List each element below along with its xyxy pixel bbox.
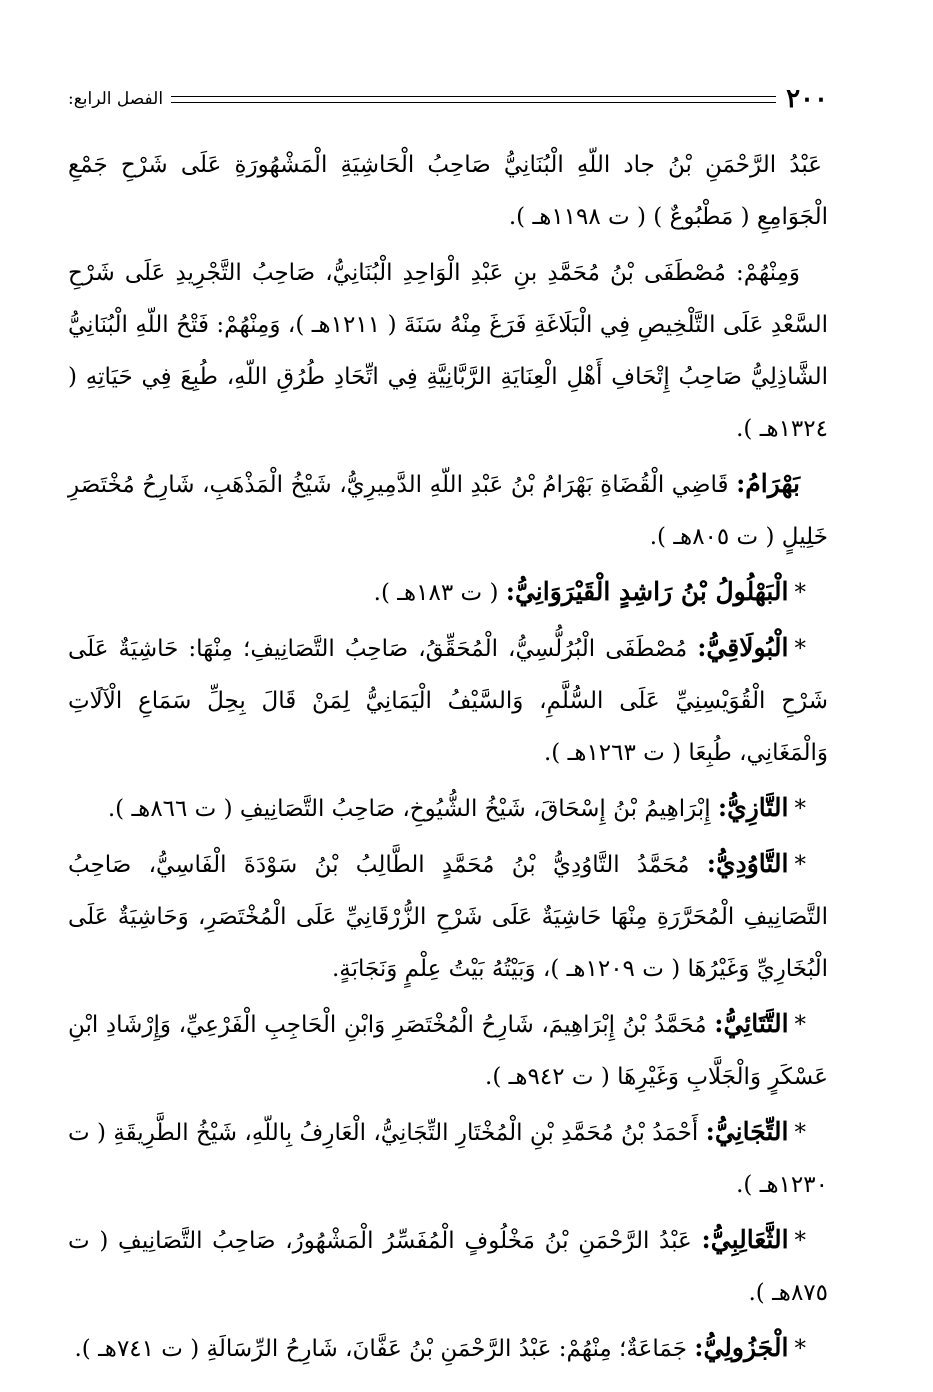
entry-term: الْبُولَاقِيُّ: <box>697 633 789 662</box>
entry-paragraph <box>68 998 828 1103</box>
entry-text: جَمَاعَةٌ؛ مِنْهُمْ: عَبْدُ الرَّحْمَنِ بْنُ عَفَّانَ، شَارِحُ الرِّسَالَةِ ( ت ٧٤١هـ ). <box>74 1336 687 1362</box>
entry-paragraph <box>68 246 828 455</box>
chapter-title: الفصل الرابع: <box>68 89 164 109</box>
entry-term: بَهْرَامُ: <box>736 469 801 498</box>
entry-text: إِبْرَاهِيمُ بْنُ إِسْحَاقَ، شَيْخُ الشُّيُوخِ، صَاحِبُ التَّصَانِيفِ ( ت ٨٦٦هـ ). <box>107 796 711 822</box>
page-body <box>68 138 828 1378</box>
entry-text: وَمِنْهُمْ: مُصْطَفَى بْنُ مُحَمَّدِ بنِ عَبْدِ الْوَاحِدِ الْبُنَانِيُّ، صَاحِبُ التَّجْرِيدِ عَلَى شَرْحِ السَّعْدِ عَلَى التَّلْخِيصِ فِي الْبَلَاغَةِ فَرَغَ مِنْهُ سَنَةَ ( ١٢١١هـ )، وَمِنْهُمْ: فَتْحُ اللّهِ الْبُنَانِيُّ الشَّاذِلِيُّ صَاحِبُ إِتْحَافِ أَهْلِ الْعِنَايَةِ الرَّبَّانِيَّةِ فِي اتِّحَادِ طُرُقِ اللّهِ، طُبِعَ فِي حَيَاتِهِ ( ١٣٢٤هـ ). <box>68 260 829 442</box>
entry-text: ( ت ١٨٣هـ ). <box>373 580 499 606</box>
entry-text: عَبْدُ الرَّحْمَنِ بْنُ مَخْلُوفٍ الْمُفَسِّرُ الْمَشْهُورُ، صَاحِبُ التَّصَانِيفِ ( ت ٨٧٥هـ ). <box>68 1228 828 1306</box>
entry-text: عَبْدُ الرَّحْمَنِ بْنُ جاد اللّهِ الْبُنَانِيُّ صَاحِبُ الْحَاشِيَةِ الْمَشْهُورَةِ عَلَى شَرْحِ جَمْعِ الْجَوَامِعِ ( مَطْبُوعٌ ) ( ت ١١٩٨هـ ). <box>68 152 828 230</box>
entry-paragraph <box>68 458 828 563</box>
entry-text: مُصْطَفَى الْبُرُلُّسِيُّ، الْمُحَقِّقُ، صَاحِبُ التَّصَانِيفِ؛ مِنْهَا: حَاشِيَةٌ عَلَى شَرْحِ الْقُوَيْسِنِيِّ عَلَى السُّلَّمِ، وَالسَّيْفُ الْيَمَانِيُّ لِمَنْ قَالَ بِحِلِّ سَمَاعِ الْآلَاتِ وَالْمَغَانِي، طُبِعَا ( ت ١٢٦٣هـ ). <box>68 636 828 766</box>
entry-term: الْبَهْلُولُ بْنُ رَاشِدٍ الْقَيْرَوَانِيُّ: <box>505 577 789 606</box>
page-header <box>68 82 828 116</box>
entry-star: * <box>794 636 806 662</box>
entry-paragraph <box>68 1214 828 1319</box>
entry-paragraph <box>68 138 828 243</box>
entry-star: * <box>794 852 806 878</box>
entry-term: الثَّعَالِبِيُّ: <box>701 1225 789 1254</box>
entry-term: الْجَزُولِيُّ: <box>694 1333 789 1362</box>
entry-star: * <box>794 796 806 822</box>
header-double-rule <box>171 96 776 103</box>
entry-term: التَّتَائِيُّ: <box>714 1009 789 1038</box>
entry-paragraph <box>68 622 828 779</box>
entry-term: التَّازِيُّ: <box>717 793 789 822</box>
entry-paragraph <box>68 838 828 995</box>
entry-text: أَحْمَدُ بْنُ مُحَمَّدِ بْنِ الْمُخْتَارِ التِّجَانِيُّ، الْعَارِفُ بِاللّهِ، شَيْخُ الطَّرِيقَةِ ( ت ١٢٣٠هـ ). <box>68 1120 828 1198</box>
entry-paragraph <box>68 782 828 835</box>
entry-star: * <box>794 1012 807 1038</box>
entry-paragraph <box>68 1106 828 1211</box>
entry-text: مُحَمَّدُ بْنُ إِبْرَاهِيمَ، شَارِحُ الْمُخْتَصَرِ وَابْنِ الْحَاجِبِ الْفَرْعِيِّ، وَإِرْشَادِ ابْنِ عَسْكَرٍ وَالْجَلَّابِ وَغَيْرِهَا ( ت ٩٤٢هـ ). <box>68 1012 828 1090</box>
page-number: ٢٠٠ <box>786 84 828 114</box>
entry-text: قَاضِي الْقُضَاةِ بَهْرَامُ بْنُ عَبْدِ اللّهِ الدَّمِيرِيُّ، شَيْخُ الْمَذْهَبِ، شَارِحُ مُخْتَصَرِ خَلِيلٍ ( ت ٨٠٥هـ ). <box>68 472 828 550</box>
entry-star: * <box>794 580 806 606</box>
entry-paragraph <box>68 566 828 619</box>
entry-text: مُحَمَّدُ التَّاوُدِيُّ بْنُ مُحَمَّدٍ الطَّالِبُ بْنُ سَوْدَةَ الْفَاسِيُّ، صَاحِبُ التَّصَانِيفِ الْمُحَرَّرَةِ مِنْهَا حَاشِيَةٌ عَلَى شَرْحِ الزُّرْقَانِيِّ عَلَى الْمُخْتَصَرِ، وَحَاشِيَةٌ عَلَى الْبُخَارِيِّ وَغَيْرُهَا ( ت ١٢٠٩هـ )، وَبَيْتُهُ بَيْتُ عِلْمٍ وَنَجَابَةٍ. <box>68 852 828 982</box>
entry-term: التَّاوُدِيُّ: <box>706 849 789 878</box>
entry-star: * <box>794 1120 806 1146</box>
entry-star: * <box>794 1336 806 1362</box>
entry-term: التِّجَانِيُّ: <box>705 1117 789 1146</box>
entry-star: * <box>794 1228 807 1254</box>
entry-paragraph <box>68 1322 828 1375</box>
